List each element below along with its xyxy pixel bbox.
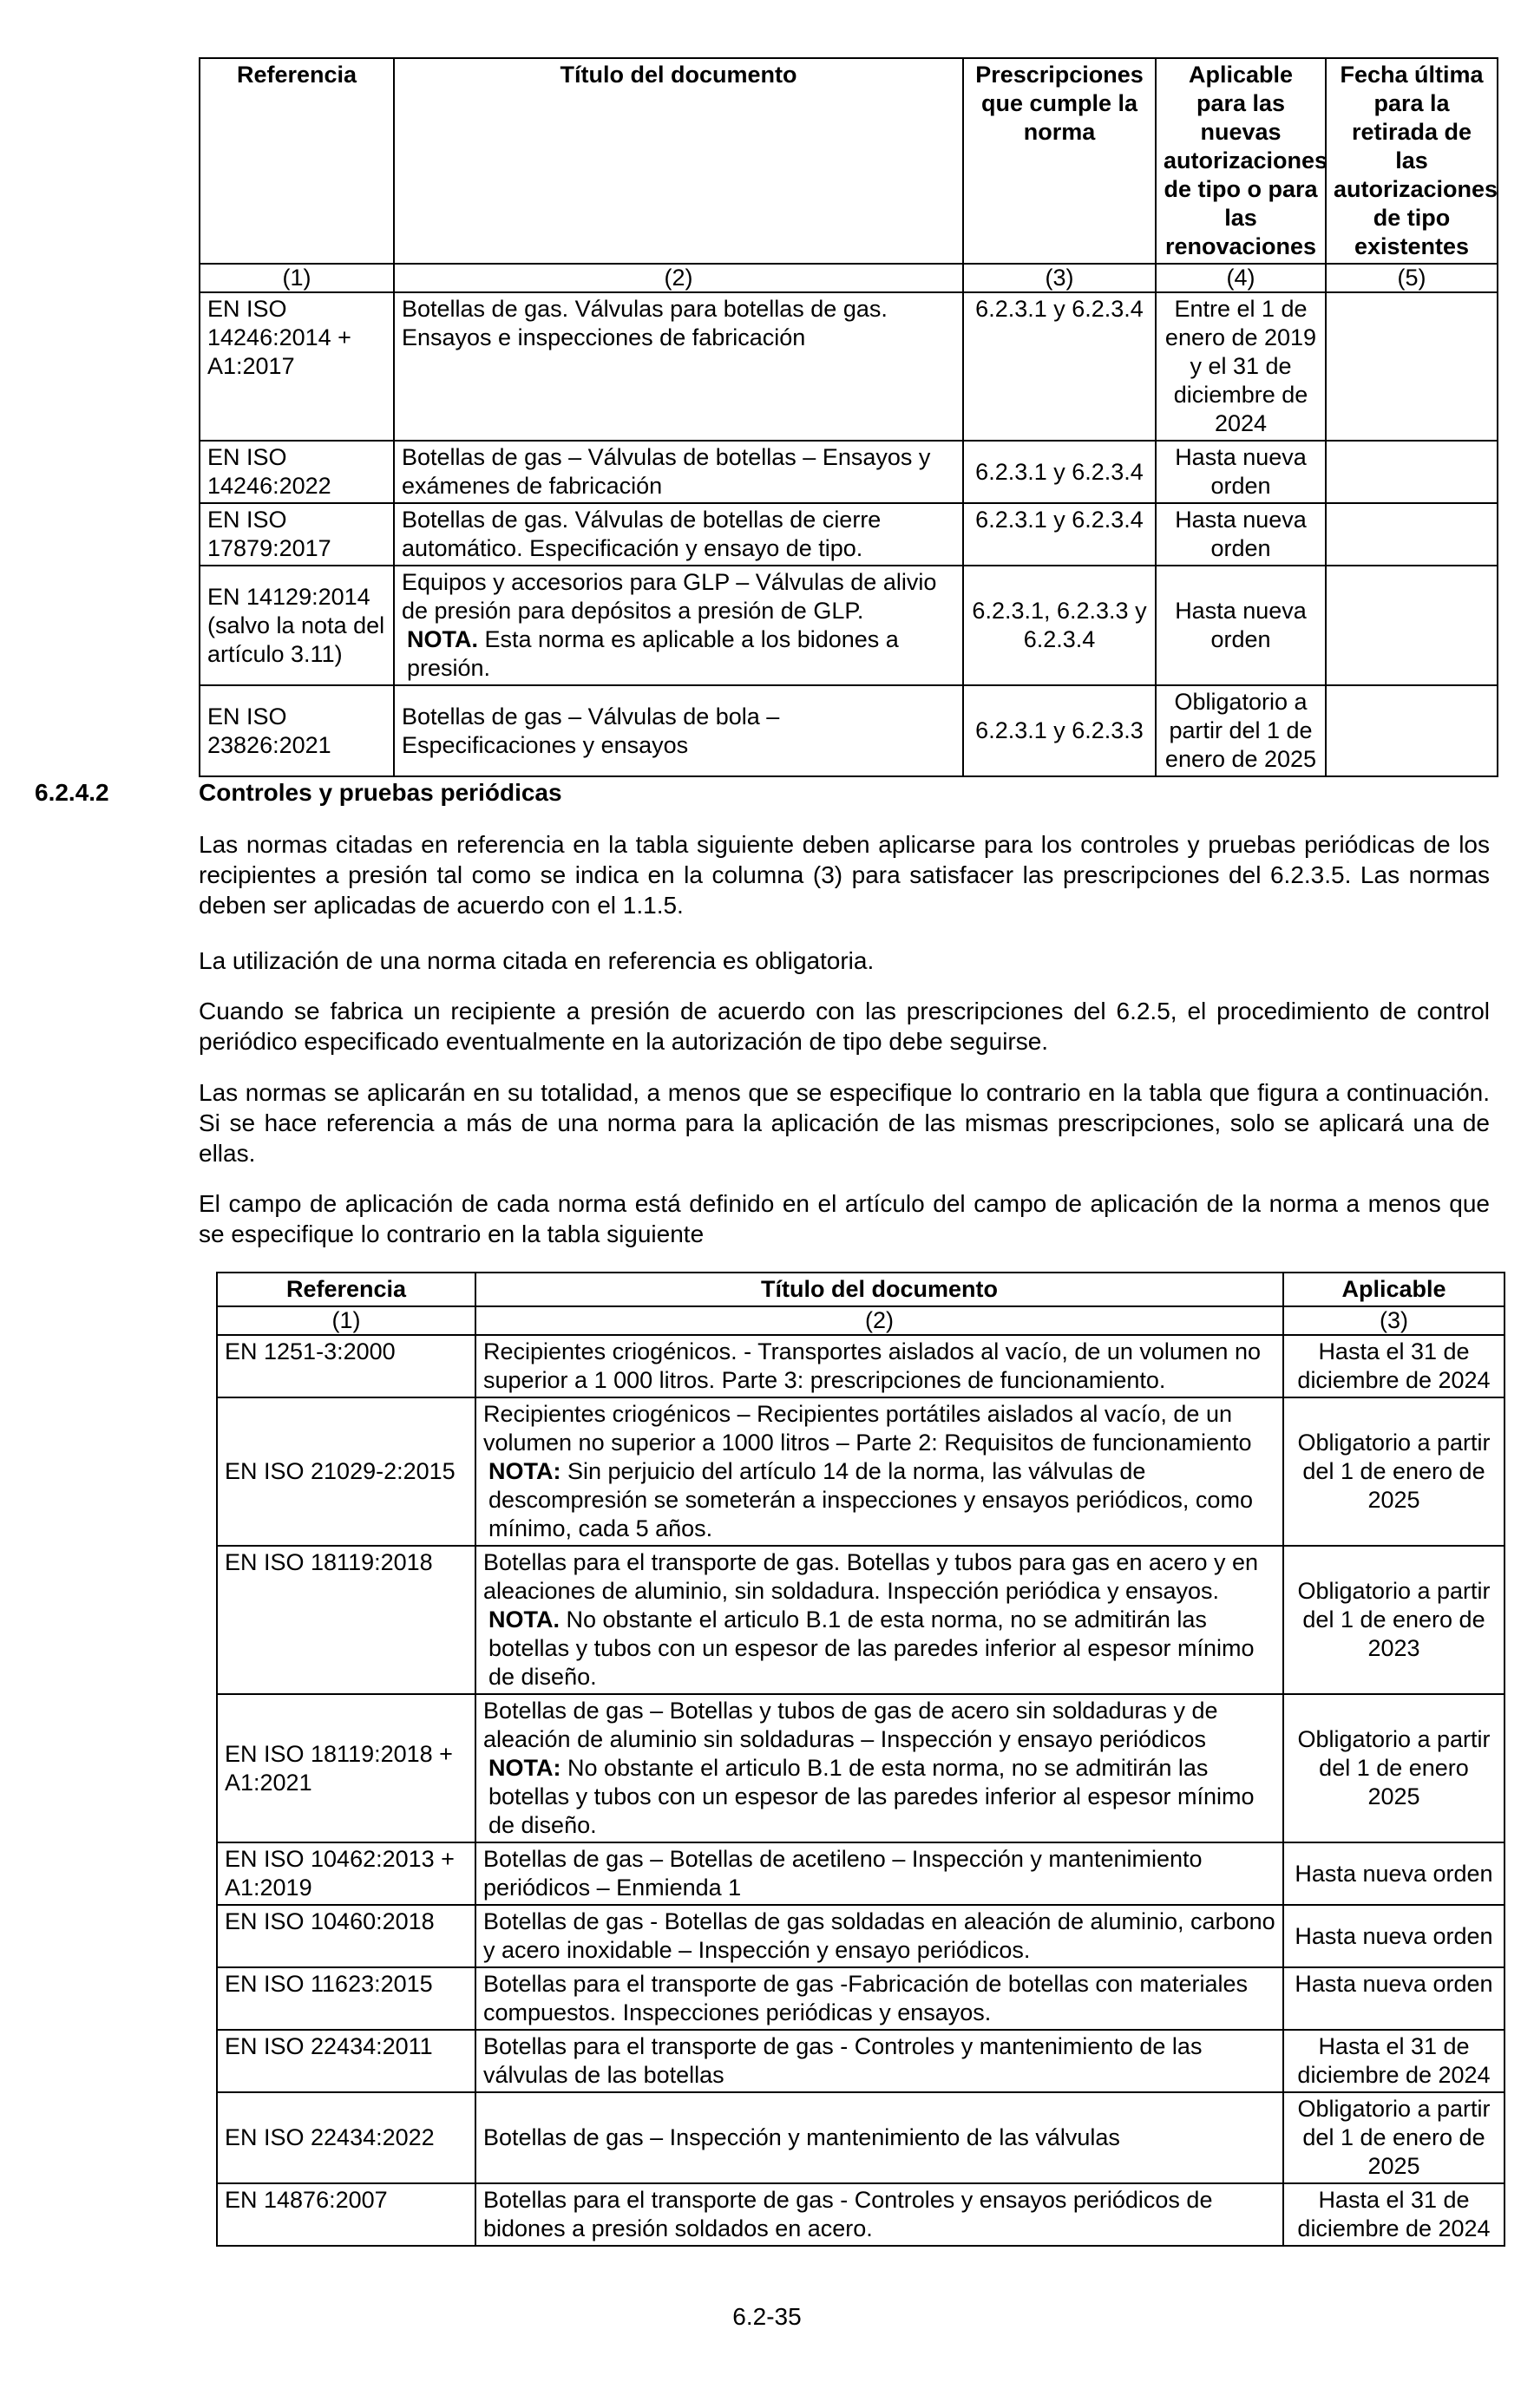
table-row — [217, 1905, 1504, 1967]
cell-title-text: Equipos y accesorios para GLP – Válvulas de alivio de presión para depósitos a presión de GLP. — [402, 569, 937, 624]
cell-applicable: Hasta nueva orden — [1156, 566, 1326, 685]
header-referencia: Referencia — [217, 1273, 475, 1306]
table-row — [200, 292, 1498, 441]
cell-reference: EN ISO 14246:2014 + A1:2017 — [200, 292, 394, 441]
cell-applicable: Hasta nueva orden — [1283, 1967, 1504, 2030]
column-number-row — [217, 1306, 1504, 1335]
cell-title: Botellas de gas. Válvulas para botellas de gas. Ensayos e inspecciones de fabricación — [394, 292, 963, 441]
note-text: Sin perjuicio del artículo 14 de la norma, las válvulas de descompresión se someterán a inspecciones y ensayos periódicos, como mínimo, cada 5 años. — [488, 1458, 1253, 1541]
paragraph: Las normas citadas en referencia en la tabla siguiente deben aplicarse para los controles y pruebas periódicas de los recipientes a presión tal como se indica en la columna (3) para satisfacer las prescripciones del 6.2.3.5. Las normas deben ser aplicadas de acuerdo con el 1.1.5. — [199, 831, 1490, 919]
cell-applicable: Entre el 1 de enero de 2019 y el 31 de diciembre de 2024 — [1156, 292, 1326, 441]
cell-withdrawal-date — [1326, 685, 1498, 776]
col-number: (5) — [1326, 264, 1498, 292]
col-number: (1) — [200, 264, 394, 292]
col-number: (3) — [963, 264, 1156, 292]
table-row — [200, 441, 1498, 503]
page-number: 6.2-35 — [732, 2303, 802, 2330]
cell-title — [394, 566, 963, 685]
cell-reference: EN 14876:2007 — [217, 2183, 475, 2246]
cell-prescriptions: 6.2.3.1 y 6.2.3.4 — [963, 441, 1156, 503]
table-row — [217, 2030, 1504, 2092]
cell-reference: EN ISO 18119:2018 — [217, 1546, 475, 1694]
cell-applicable: Obligatorio a partir del 1 de enero de 2025 — [1283, 2092, 1504, 2183]
cell-applicable: Hasta nueva orden — [1283, 1905, 1504, 1967]
cell-reference: EN ISO 22434:2022 — [217, 2092, 475, 2183]
col-number: (3) — [1283, 1306, 1504, 1335]
cell-title: Botellas de gas – Botellas de acetileno – Inspección y mantenimiento periódicos – Enmienda 1 — [475, 1842, 1283, 1905]
table-row — [217, 1967, 1504, 2030]
cell-title — [475, 1694, 1283, 1842]
note-label: NOTA. — [407, 626, 478, 652]
cell-title — [475, 1546, 1283, 1694]
section-number: 6.2.4.2 — [35, 779, 109, 806]
header-prescripciones: Prescripciones que cumple la norma — [963, 58, 1156, 264]
table-header-row — [217, 1273, 1504, 1306]
section-title: Controles y pruebas periódicas — [199, 779, 562, 806]
note-label: NOTA. — [488, 1606, 560, 1633]
cell-title: Botellas para el transporte de gas -Fabricación de botellas con materiales compuestos. Inspecciones periódicas y ensayos. — [475, 1967, 1283, 2030]
paragraph: El campo de aplicación de cada norma está definido en el artículo del campo de aplicación de la norma a menos que se especifique lo contrario en la tabla siguiente — [199, 1190, 1490, 1247]
cell-applicable: Obligatorio a partir del 1 de enero de 2023 — [1283, 1546, 1504, 1694]
cell-applicable: Hasta el 31 de diciembre de 2024 — [1283, 2183, 1504, 2246]
col-number: (4) — [1156, 264, 1326, 292]
cell-title-text: Botellas para el transporte de gas. Botellas y tubos para gas en acero y en aleaciones de aluminio, sin soldadura. Inspección periódica y ensayos. — [483, 1549, 1259, 1604]
table-row — [217, 1397, 1504, 1546]
cell-applicable: Obligatorio a partir del 1 de enero 2025 — [1283, 1694, 1504, 1842]
cell-title: Botellas de gas - Botellas de gas soldadas en aleación de aluminio, carbono y acero inoxidable – Inspección y ensayo periódicos. — [475, 1905, 1283, 1967]
cell-applicable: Obligatorio a partir del 1 de enero de 2025 — [1156, 685, 1326, 776]
col-number: (2) — [394, 264, 963, 292]
note-text: No obstante el articulo B.1 de esta norma, no se admitirán las botellas y tubos con un espesor de las paredes inferior al espesor mínimo de diseño. — [488, 1755, 1255, 1838]
paragraph: Cuando se fabrica un recipiente a presión de acuerdo con las prescripciones del 6.2.5, el procedimiento de control periódico especificado eventualmente en la autorización de tipo debe seguirse. — [199, 998, 1490, 1055]
cell-title: Botellas para el transporte de gas - Controles y mantenimiento de las válvulas de las botellas — [475, 2030, 1283, 2092]
cell-prescriptions: 6.2.3.1, 6.2.3.3 y 6.2.3.4 — [963, 566, 1156, 685]
cell-reference: EN ISO 10462:2013 + A1:2019 — [217, 1842, 475, 1905]
cell-reference: EN ISO 22434:2011 — [217, 2030, 475, 2092]
paragraph: La utilización de una norma citada en referencia es obligatoria. — [199, 947, 875, 974]
paragraph: Las normas se aplicarán en su totalidad, a menos que se especifique lo contrario en la tabla que figura a continuación. Si se hace referencia a más de una norma para la aplicación de las mismas prescripciones, solo se aplicará una de ellas. — [199, 1079, 1490, 1167]
cell-reference: EN ISO 21029-2:2015 — [217, 1397, 475, 1546]
cell-reference: EN ISO 23826:2021 — [200, 685, 394, 776]
cell-title: Botellas de gas – Inspección y mantenimiento de las válvulas — [475, 2092, 1283, 2183]
cell-title-text: Recipientes criogénicos – Recipientes portátiles aislados al vacío, de un volumen no superior a 1000 litros – Parte 2: Requisitos de funcionamiento — [483, 1401, 1252, 1456]
header-fecha-retirada: Fecha última para la retirada de las autorizaciones de tipo existentes — [1326, 58, 1498, 264]
table-row — [217, 1842, 1504, 1905]
header-titulo: Título del documento — [394, 58, 963, 264]
table-row — [217, 1546, 1504, 1694]
standards-table-periodic-inspection — [216, 1272, 1505, 2247]
table-row — [200, 566, 1498, 685]
cell-prescriptions: 6.2.3.1 y 6.2.3.3 — [963, 685, 1156, 776]
cell-applicable: Hasta nueva orden — [1156, 441, 1326, 503]
cell-title: Botellas para el transporte de gas - Controles y ensayos periódicos de bidones a presión soldados en acero. — [475, 2183, 1283, 2246]
table-row — [200, 503, 1498, 566]
cell-note — [402, 625, 955, 683]
cell-withdrawal-date — [1326, 441, 1498, 503]
cell-reference: EN ISO 10460:2018 — [217, 1905, 475, 1967]
cell-reference: EN ISO 11623:2015 — [217, 1967, 475, 2030]
cell-applicable: Hasta el 31 de diciembre de 2024 — [1283, 1335, 1504, 1397]
cell-applicable: Hasta nueva orden — [1156, 503, 1326, 566]
header-aplicable: Aplicable para las nuevas autorizaciones de tipo o para las renovaciones — [1156, 58, 1326, 264]
cell-reference: EN ISO 14246:2022 — [200, 441, 394, 503]
cell-title — [475, 1397, 1283, 1546]
header-titulo: Título del documento — [475, 1273, 1283, 1306]
cell-withdrawal-date — [1326, 292, 1498, 441]
cell-applicable: Hasta el 31 de diciembre de 2024 — [1283, 2030, 1504, 2092]
table-header-row — [200, 58, 1498, 264]
cell-prescriptions: 6.2.3.1 y 6.2.3.4 — [963, 503, 1156, 566]
cell-note — [483, 1606, 1275, 1691]
cell-title: Botellas de gas. Válvulas de botellas de cierre automático. Especificación y ensayo de tipo. — [394, 503, 963, 566]
table-row — [217, 2092, 1504, 2183]
cell-note — [483, 1754, 1275, 1840]
cell-prescriptions: 6.2.3.1 y 6.2.3.4 — [963, 292, 1156, 441]
cell-withdrawal-date — [1326, 566, 1498, 685]
cell-reference: EN ISO 17879:2017 — [200, 503, 394, 566]
cell-title: Recipientes criogénicos. - Transportes aislados al vacío, de un volumen no superior a 1 000 litros. Parte 3: prescripciones de funcionamiento. — [475, 1335, 1283, 1397]
cell-title: Botellas de gas – Válvulas de bola – Especificaciones y ensayos — [394, 685, 963, 776]
header-aplicable: Aplicable — [1283, 1273, 1504, 1306]
cell-reference: EN 1251-3:2000 — [217, 1335, 475, 1397]
table-row — [200, 685, 1498, 776]
header-referencia: Referencia — [200, 58, 394, 264]
cell-reference: EN 14129:2014 (salvo la nota del artículo 3.11) — [200, 566, 394, 685]
cell-applicable: Obligatorio a partir del 1 de enero de 2025 — [1283, 1397, 1504, 1546]
cell-title-text: Botellas de gas – Botellas y tubos de gas de acero sin soldaduras y de aleación de aluminio sin soldaduras – Inspección y ensayo periódicos — [483, 1698, 1218, 1752]
cell-reference: EN ISO 18119:2018 + A1:2021 — [217, 1694, 475, 1842]
cell-note — [483, 1457, 1275, 1543]
cell-title: Botellas de gas – Válvulas de botellas – Ensayos y exámenes de fabricación — [394, 441, 963, 503]
table-row — [217, 2183, 1504, 2246]
note-text: Esta norma es aplicable a los bidones a presión. — [407, 626, 899, 681]
col-number: (1) — [217, 1306, 475, 1335]
column-number-row — [200, 264, 1498, 292]
table-row — [217, 1335, 1504, 1397]
standards-table-construction — [199, 57, 1498, 777]
col-number: (2) — [475, 1306, 1283, 1335]
table-row — [217, 1694, 1504, 1842]
cell-withdrawal-date — [1326, 503, 1498, 566]
note-label: NOTA: — [488, 1458, 561, 1484]
note-text: No obstante el articulo B.1 de esta norma, no se admitirán las botellas y tubos con un espesor de las paredes inferior al espesor mínimo de diseño. — [488, 1606, 1255, 1690]
cell-applicable: Hasta nueva orden — [1283, 1842, 1504, 1905]
note-label: NOTA: — [488, 1755, 561, 1781]
